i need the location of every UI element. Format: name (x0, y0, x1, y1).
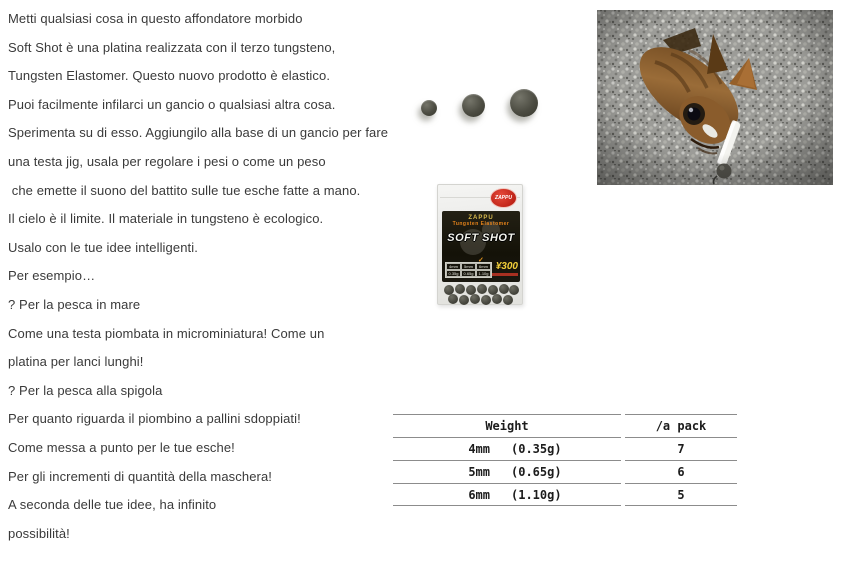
price-note (492, 273, 518, 276)
label-grid-cell: 0.35g (446, 270, 461, 277)
price-text: ¥300 (495, 261, 518, 272)
table-row (393, 460, 621, 483)
bag-ball (477, 284, 487, 294)
brand-sticker (490, 188, 517, 208)
weight-header: Weight (485, 419, 529, 433)
grams-cell: (1.10g) (511, 488, 562, 502)
label-grid-cell: 1.10g (476, 270, 491, 277)
bag-ball (481, 295, 491, 305)
table-row (393, 437, 621, 460)
size-cell: 5mm (468, 465, 490, 479)
table-row (625, 437, 737, 460)
description-line: Soft Shot è una platina realizzata con il terzo tungsteno, (8, 39, 336, 55)
fish-photo (597, 10, 833, 185)
package-photo (437, 184, 523, 305)
label-grid-cell: 0.65g (461, 270, 476, 277)
description-line: Tungsten Elastomer. Questo nuovo prodotto è elastico. (8, 68, 331, 84)
bag-ball (470, 294, 480, 304)
label-bottom (445, 262, 517, 278)
table-row (625, 483, 737, 506)
package-label (442, 211, 520, 282)
bag-ball (455, 284, 465, 294)
product-title: SOFT SHOT (447, 232, 515, 244)
description-line: ? Per la pesca alla spigola (8, 382, 163, 398)
description-line: Per gli incrementi di quantità della maschera! (8, 468, 273, 484)
check-icon: ✓ (478, 257, 484, 264)
description-line: Come messa a punto per le tue esche! (8, 439, 235, 455)
label-size-grid (445, 262, 492, 278)
pack-cell: 5 (677, 488, 685, 502)
bag-ball (499, 284, 509, 294)
description-line: A seconda delle tue idee, ha infinito (8, 497, 217, 513)
label-grid-cell: 6mm (476, 263, 491, 270)
price-box (492, 262, 518, 276)
label-grid-cell: 5mm (461, 263, 476, 270)
sinker-photo-medium (462, 94, 485, 117)
label-grid-cell: 4mm (446, 263, 461, 270)
spec-table-pack (625, 414, 737, 506)
pack-cell: 7 (677, 442, 685, 456)
description-line: ? Per la pesca in mare (8, 296, 141, 312)
grams-cell: (0.65g) (511, 465, 562, 479)
sinker-photo-small (421, 100, 437, 116)
pack-cell: 6 (677, 465, 685, 479)
sinker-photo-large (510, 89, 538, 117)
description-line: possibilità! (8, 525, 70, 541)
table-row (393, 483, 621, 506)
description-line: Metti qualsiasi cosa in questo affondatore morbido (8, 11, 303, 26)
bag-ball (448, 294, 458, 304)
description-line: Come una testa piombata in microminiatura! Come un (8, 325, 325, 341)
table-row (625, 460, 737, 483)
pack-header: /a pack (655, 419, 707, 433)
bag-ball (459, 295, 469, 305)
weight-header-row (393, 414, 621, 437)
spec-table-weight (393, 414, 621, 506)
description-line: platina per lanci lunghi! (8, 354, 144, 370)
description-line: Sperimenta su di esso. Aggiungilo alla base di un gancio per fare (8, 125, 389, 141)
description-line: Il cielo è il limite. Il materiale in tungsteno è ecologico. (8, 211, 324, 227)
bag-ball (503, 295, 513, 305)
brand-text: ZAPPU (468, 215, 494, 221)
pack-header-row (625, 414, 737, 437)
description-line: che emette il suono del battito sulle tue esche fatte a mano. (8, 182, 361, 198)
size-cell: 6mm (468, 488, 490, 502)
label-subtitle: Tungsten Elastomer (452, 221, 510, 227)
brand-sticker-text: ZAPPU (495, 195, 512, 201)
description-line: Usalo con le tue idee intelligenti. (8, 239, 198, 255)
bag-ball (492, 294, 502, 304)
grams-cell: (0.35g) (511, 442, 562, 456)
description-line: una testa jig, usala per regolare i pesi o come un peso (8, 153, 326, 169)
bag-ball (509, 285, 519, 295)
description-line: Per esempio… (8, 268, 96, 284)
description-line: Per quanto riguarda il piombino a pallini sdoppiati! (8, 411, 301, 427)
size-cell: 4mm (468, 442, 490, 456)
product-description (8, 5, 438, 548)
description-line: Puoi facilmente infilarci un gancio o qualsiasi altra cosa. (8, 96, 336, 112)
